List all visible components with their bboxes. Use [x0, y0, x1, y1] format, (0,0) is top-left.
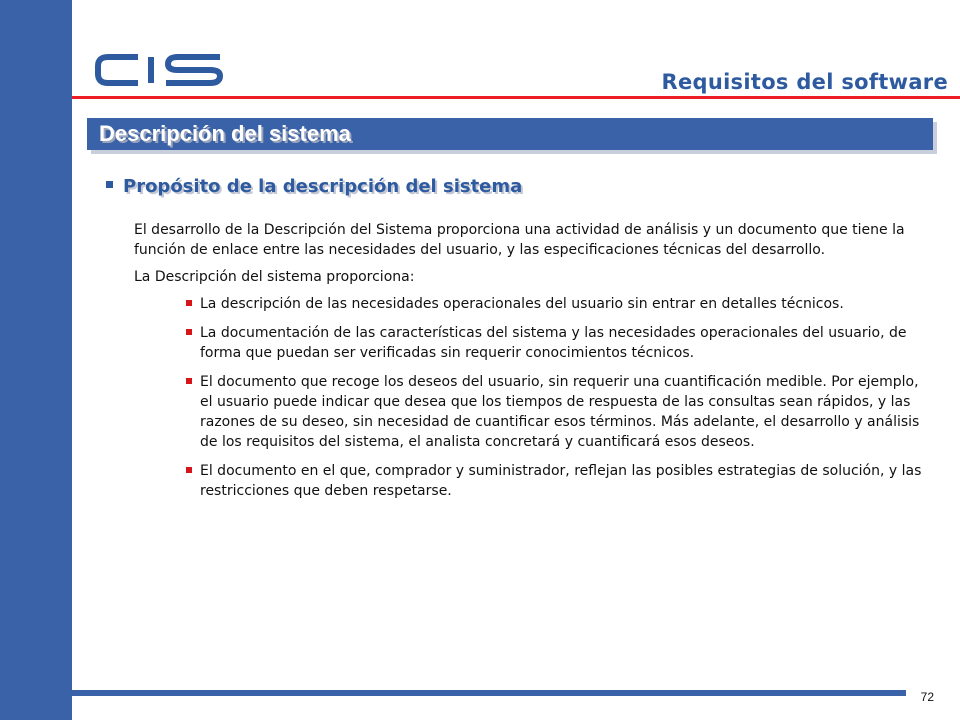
square-bullet-icon [106, 181, 113, 188]
bullet-list [134, 294, 924, 501]
list-item: La descripción de las necesidades operacionales del usuario sin entrar en detalles técnicos. [186, 294, 924, 314]
banner-title: Descripción del sistema [99, 121, 351, 146]
footer-divider [72, 690, 906, 696]
list-item: La documentación de las características del sistema y las necesidades operacionales del usuario, de forma que puedan ser verificadas sin requerir conocimientos técnicos. [186, 323, 924, 363]
header-title: Requisitos del software [661, 70, 948, 94]
header-divider [72, 96, 960, 99]
list-item: El documento que recoge los deseos del usuario, sin requerir una cuantificación medible. Por ejemplo, el usuario puede indicar que desea que los tiempos de respuesta de las consultas sean rápidos, y las razones de su deseo, sin necesidad de cuantificar esos términos. Más adelante, el desarrollo y análisis de los requisitos del sistema, el analista concretará y cuantificará esos deseos. [186, 372, 924, 452]
section-banner [87, 118, 933, 150]
left-decorative-bar [0, 0, 72, 720]
section-content [134, 220, 924, 510]
red-bullet-icon [186, 329, 192, 335]
red-bullet-icon [186, 378, 192, 384]
cis-logo [94, 52, 224, 88]
page-number: 72 [920, 690, 934, 704]
red-bullet-icon [186, 467, 192, 473]
intro-paragraph: El desarrollo de la Descripción del Sistema proporciona una actividad de análisis y un documento que tiene la función de enlace entre las necesidades del usuario, y las especificaciones técnicas del desarrollo. [134, 222, 905, 258]
lead-paragraph: La Descripción del sistema proporciona: [134, 269, 415, 285]
section-heading [106, 176, 522, 197]
section-heading-text: Propósito de la descripción del sistema [123, 176, 523, 197]
list-item: El documento en el que, comprador y suministrador, reflejan las posibles estrategias de solución, y las restricciones que deben respetarse. [186, 461, 924, 501]
red-bullet-icon [186, 300, 192, 306]
